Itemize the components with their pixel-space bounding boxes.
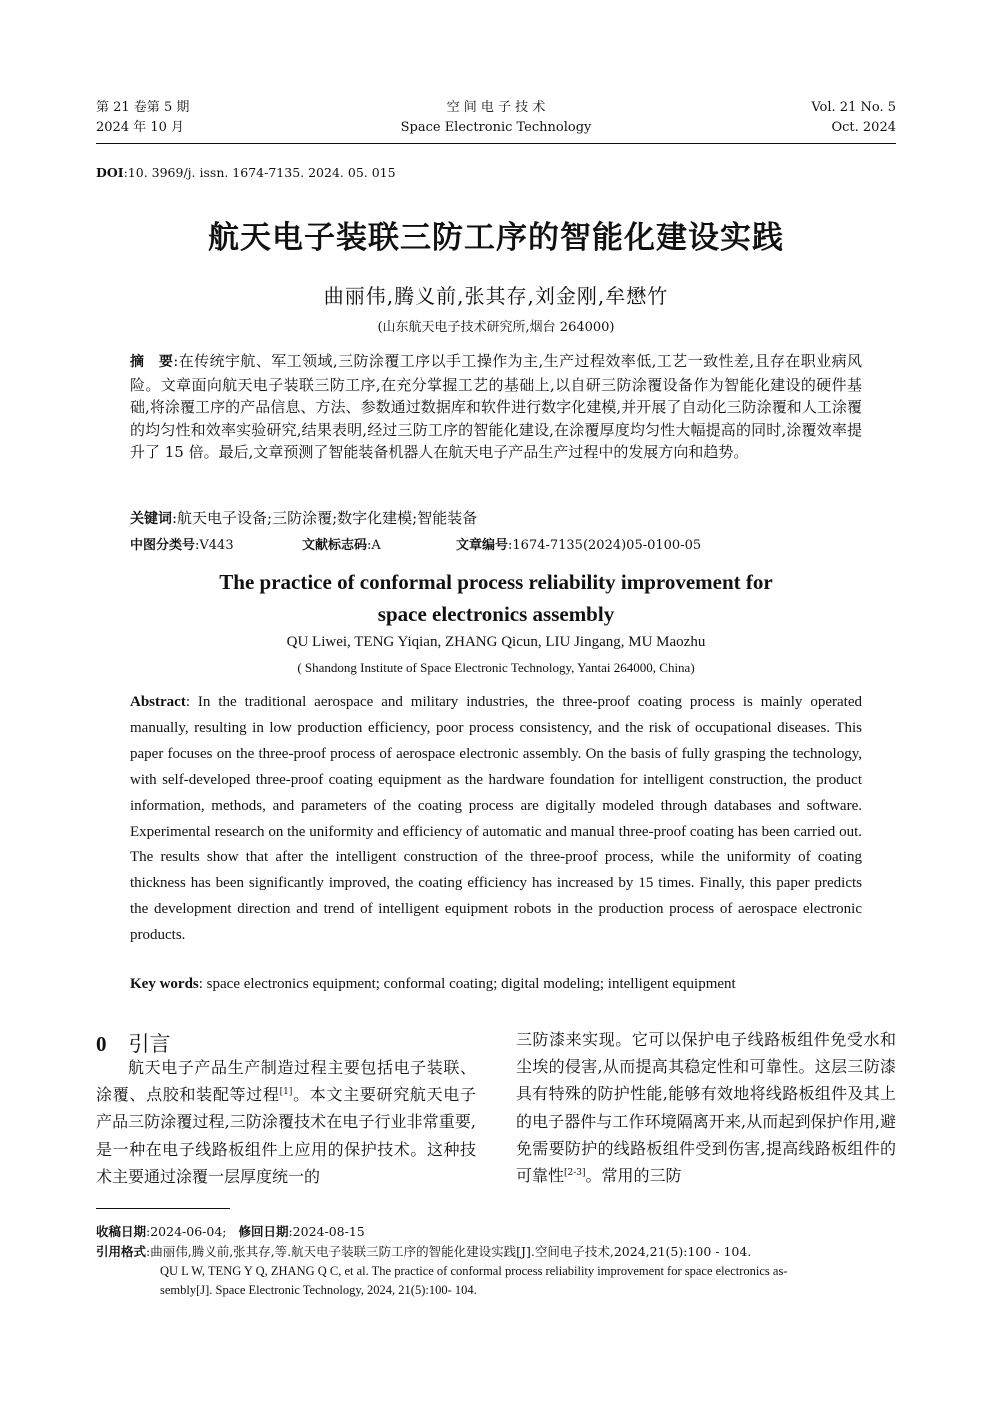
journal-name bbox=[346, 98, 646, 138]
keywords-en-label: Key words bbox=[130, 976, 199, 992]
body-column-left bbox=[96, 1054, 476, 1190]
clc-label: 中图分类号 bbox=[130, 538, 196, 553]
section-title: 引言 bbox=[128, 1032, 171, 1056]
volume-issue-cn: 第 21 卷第 5 期 bbox=[96, 100, 190, 115]
article-number-value: :1674-7135(2024)05-0100-05 bbox=[508, 538, 702, 553]
journal-name-cn: 空 间 电 子 技 术 bbox=[446, 100, 546, 115]
section-number: 0 bbox=[96, 1032, 107, 1056]
journal-volume-issue bbox=[96, 98, 189, 138]
body-left-text-2: 。本文主要研究航天电子产品三防涂覆过程,三防涂覆技术在电子行业非常重要,是一种在电子线路板组件上应用的保护技术。这种技术主要通过涂覆一层厚度统一的 bbox=[96, 1085, 476, 1186]
received-value: :2024-06-04; bbox=[146, 1224, 227, 1239]
citation-ref-2-3[interactable]: [2-3] bbox=[564, 1168, 586, 1179]
citation-en-line1: QU L W, TENG Y Q, ZHANG Q C, et al. The practice of conformal process reliability improvement for space electronics as- bbox=[160, 1263, 788, 1278]
revised-value: :2024-08-15 bbox=[288, 1224, 365, 1239]
footnote-dates bbox=[96, 1222, 896, 1242]
doc-code-value: :A bbox=[367, 538, 381, 553]
citation-cn bbox=[96, 1242, 896, 1262]
doc-code-label: 文献标志码 bbox=[302, 538, 368, 553]
revised-label: 修回日期 bbox=[238, 1224, 289, 1239]
date-en: Oct. 2024 bbox=[831, 120, 896, 135]
doi bbox=[96, 165, 396, 180]
citation-en-line2: sembly[J]. Space Electronic Technology, 2024, 21(5):100- 104. bbox=[160, 1283, 477, 1297]
article-number bbox=[456, 534, 701, 553]
body-right-text-1: 三防漆来实现。它可以保护电子线路板组件免受水和尘埃的侵害,从而提高其稳定性和可靠性。这层三防漆具有特殊的防护性能,能够有效地将线路板组件及其上的电子器件与工作环境隔离开来,从而起到保护作用,避免需要防护的线路板组件受到伤害,提高线路板组件的可靠性 bbox=[516, 1030, 896, 1186]
doi-value: :10. 3969/j. issn. 1674-7135. 2024. 05. 015 bbox=[123, 165, 396, 180]
abstract-cn bbox=[130, 350, 862, 464]
footnote-citation bbox=[96, 1242, 896, 1301]
date-cn: 2024 年 10 月 bbox=[96, 120, 185, 135]
authors-en: QU Liwei, TENG Yiqian, ZHANG Qicun, LIU Jingang, MU Maozhu bbox=[286, 634, 706, 650]
citation-label: 引用格式 bbox=[96, 1244, 147, 1259]
footnote-divider bbox=[96, 1208, 230, 1209]
paper-title-en bbox=[96, 566, 896, 630]
clc-number bbox=[130, 534, 302, 553]
volume-issue-en: Vol. 21 No. 5 bbox=[811, 100, 896, 115]
keywords-en-text: : space electronics equipment; conformal coating; digital modeling; intelligent equipment bbox=[198, 976, 736, 992]
keywords-en bbox=[130, 976, 736, 993]
paper-title-en-line1: The practice of conformal process reliability improvement for bbox=[219, 570, 773, 594]
abstract-cn-label: 摘 要 bbox=[130, 354, 174, 370]
body-left-text-1: 航天电子产品生产制造过程主要包括电子装联、涂覆、点胶和装配等过程 bbox=[96, 1058, 476, 1105]
body-column-right bbox=[516, 1026, 896, 1189]
doi-label: DOI bbox=[96, 165, 124, 180]
classification-line bbox=[130, 534, 870, 553]
keywords-cn-label: 关键词 bbox=[130, 511, 172, 527]
clc-value: :V443 bbox=[195, 538, 234, 553]
article-number-label: 文章编号 bbox=[456, 538, 509, 553]
journal-name-en: Space Electronic Technology bbox=[400, 120, 592, 135]
paper-title-en-line2: space electronics assembly bbox=[377, 602, 615, 626]
header-divider bbox=[96, 143, 896, 144]
affiliation-en: ( Shandong Institute of Space Electronic Technology, Yantai 264000, China) bbox=[297, 660, 695, 675]
citation-cn-text: :曲丽伟,腾义前,张其存,等.航天电子装联三防工序的智能化建设实践[J].空间电子技术,2024,21(5):100 - 104. bbox=[146, 1244, 752, 1259]
abstract-en-label: Abstract bbox=[130, 694, 186, 710]
journal-volume-issue-en bbox=[811, 98, 896, 138]
body-right-text-2: 。常用的三防 bbox=[585, 1166, 682, 1186]
abstract-en bbox=[130, 690, 862, 949]
keywords-cn-text: :航天电子设备;三防涂覆;数字化建模;智能装备 bbox=[172, 509, 478, 527]
citation-ref-1[interactable]: [1] bbox=[279, 1087, 293, 1098]
authors-cn: 曲丽伟,腾义前,张其存,刘金刚,牟懋竹 bbox=[323, 284, 669, 308]
paper-title-cn: 航天电子装联三防工序的智能化建设实践 bbox=[208, 220, 784, 256]
doc-code bbox=[302, 534, 456, 553]
keywords-cn bbox=[130, 507, 477, 528]
affiliation-cn: (山东航天电子技术研究所,烟台 264000) bbox=[377, 320, 615, 335]
received-label: 收稿日期 bbox=[96, 1224, 147, 1239]
abstract-en-text: : In the traditional aerospace and military industries, the three-proof coating process is mainly operated manually, resulting in low production efficiency, poor process consistency, and the risk of occupational diseases. This paper focuses on the three-proof process of aerospace electronic assembly. On the basis of fully grasping the technology, with self-developed three-proof coating equipment as the hardware foundation for intelligent construction, the product information, methods, and parameters of the coating process are digitally modeled through databases and software. Experimental research on the uniformity and efficiency of automatic and manual three-proof coating has been carried out. The results show that after the intelligent construction of the three-proof process, while the uniformity of coating thickness has been significantly improved, the coating efficiency has increased by 15 times. Finally, this paper predicts the development direction and trend of intelligent equipment robots in the production process of aerospace electronic products. bbox=[130, 694, 862, 944]
abstract-cn-text: :在传统宇航、军工领域,三防涂覆工序以手工操作为主,生产过程效率低,工艺一致性差,且存在职业病风险。文章面向航天电子装联三防工序,在充分掌握工艺的基础上,以自研三防涂覆设备作为智能化建设的硬件基础,将涂覆工序的产品信息、方法、参数通过数据库和软件进行数字化建模,并开展了自动化三防涂覆和人工涂覆的均匀性和效率实验研究,结果表明,经过三防工序的智能化建设,在涂覆厚度均匀性大幅提高的同时,涂覆效率提升了 15 倍。最后,文章预测了智能装备机器人在航天电子产品生产过程中的发展方向和趋势。 bbox=[130, 352, 863, 462]
